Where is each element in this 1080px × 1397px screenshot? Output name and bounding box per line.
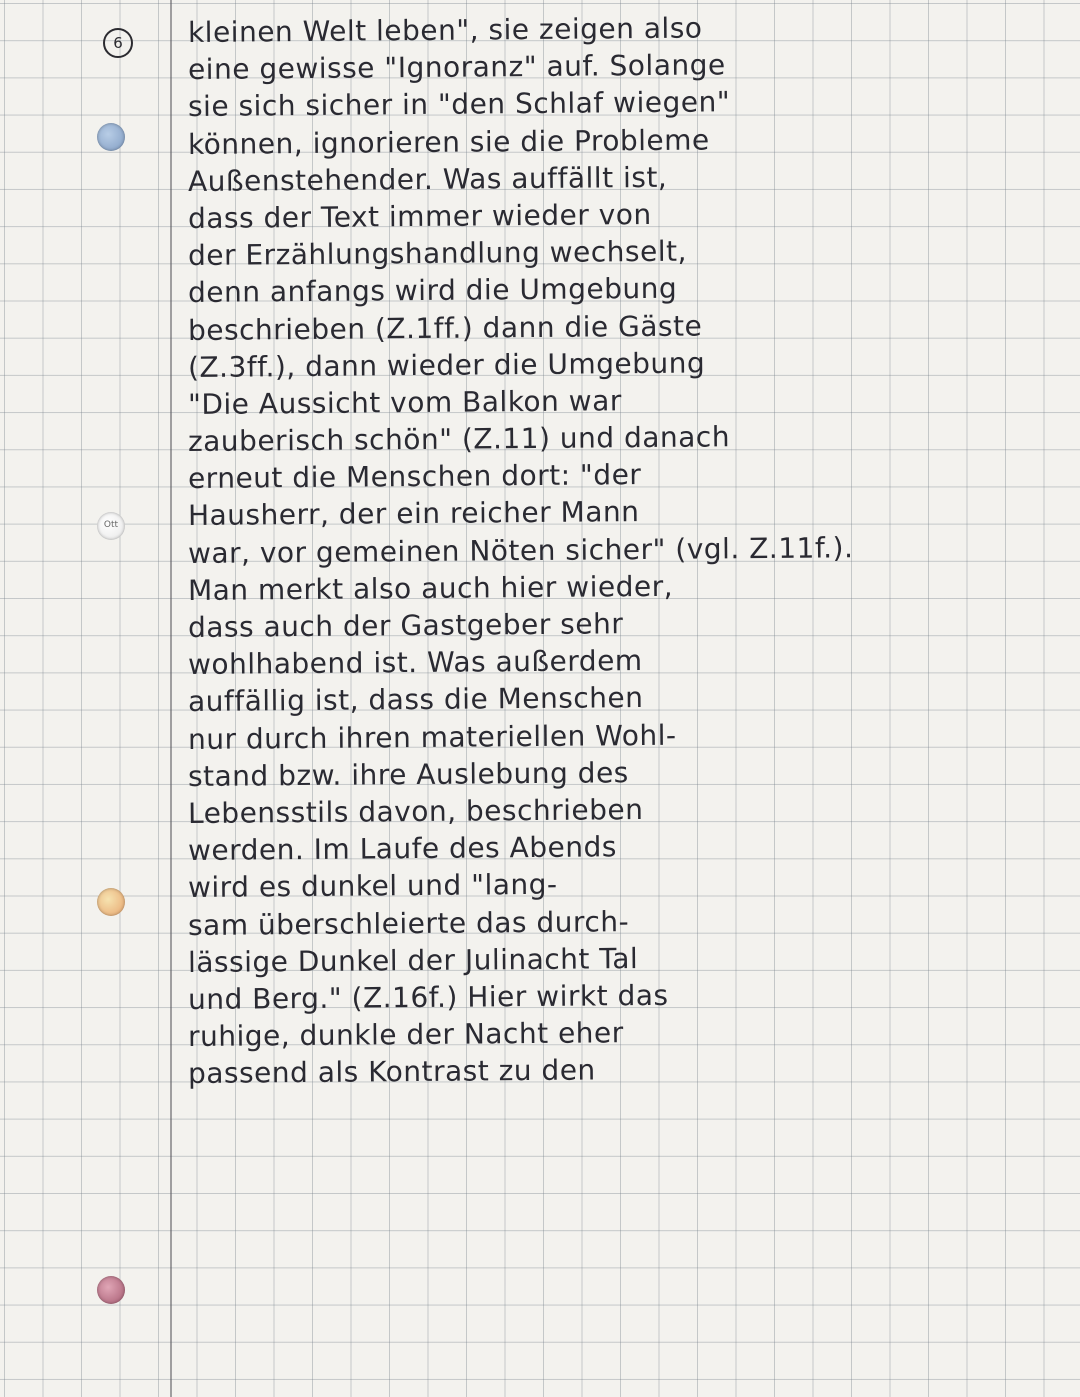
- text-line: können, ignorieren sie die Probleme: [187, 123, 710, 161]
- text-line: eine gewisse "Ignoranz" auf. Solange: [187, 48, 726, 87]
- text-line: Hausherr, der ein reicher Mann: [187, 495, 640, 533]
- text-line: wohlhabend ist. Was außerdem: [187, 644, 643, 682]
- hole-label: Ott: [103, 520, 119, 530]
- text-line: beschrieben (Z.1ff.) dann die Gäste: [187, 309, 703, 347]
- punch-hole: [97, 512, 125, 540]
- page-number: 6: [103, 28, 133, 58]
- handwritten-text: [187, 11, 1048, 1092]
- text-line: zauberisch schön" (Z.11) und danach: [187, 420, 731, 459]
- text-line: denn anfangs wird die Umgebung: [187, 272, 678, 310]
- text-line: werden. Im Laufe des Abends: [187, 830, 618, 868]
- text-line: kleinen Welt leben", sie zeigen also: [187, 11, 703, 49]
- text-line: (Z.3ff.), dann wieder die Umgebung: [187, 346, 706, 384]
- text-line: dass auch der Gastgeber sehr: [187, 607, 624, 644]
- text-line: sie sich sicher in "den Schlaf wiegen": [187, 85, 731, 124]
- text-line: Außenstehender. Was auffällt ist,: [187, 160, 668, 198]
- text-line: erneut die Menschen dort: "der: [187, 458, 642, 496]
- text-line: ruhige, dunkle der Nacht eher: [187, 1016, 624, 1054]
- text-line: auffällig ist, dass die Menschen: [187, 681, 644, 719]
- text-line: wird es dunkel und "lang-: [187, 868, 558, 905]
- text-line: dass der Text immer wieder von: [187, 197, 652, 235]
- punch-hole: [97, 123, 125, 151]
- text-line: lässige Dunkel der Julinacht Tal: [187, 941, 639, 979]
- text-line: nur durch ihren materiellen Wohl-: [187, 718, 677, 756]
- text-line: sam überschleierte das durch-: [187, 904, 630, 942]
- text-line: war, vor gemeinen Nöten sicher" (vgl. Z.11f.).: [187, 530, 854, 570]
- text-line: Lebensstils davon, beschrieben: [187, 792, 644, 830]
- punch-hole: [97, 1276, 125, 1304]
- punch-hole: [97, 888, 125, 916]
- text-line: Man merkt also auch hier wieder,: [187, 569, 674, 607]
- margin-line: [170, 0, 172, 1397]
- text-line: und Berg." (Z.16f.) Hier wirkt das: [187, 978, 669, 1016]
- text-line: stand bzw. ihre Auslebung des: [187, 755, 629, 793]
- text-line: passend als Kontrast zu den: [187, 1053, 596, 1091]
- text-line: der Erzählungshandlung wechselt,: [187, 234, 688, 273]
- text-line: "Die Aussicht vom Balkon war: [187, 384, 622, 421]
